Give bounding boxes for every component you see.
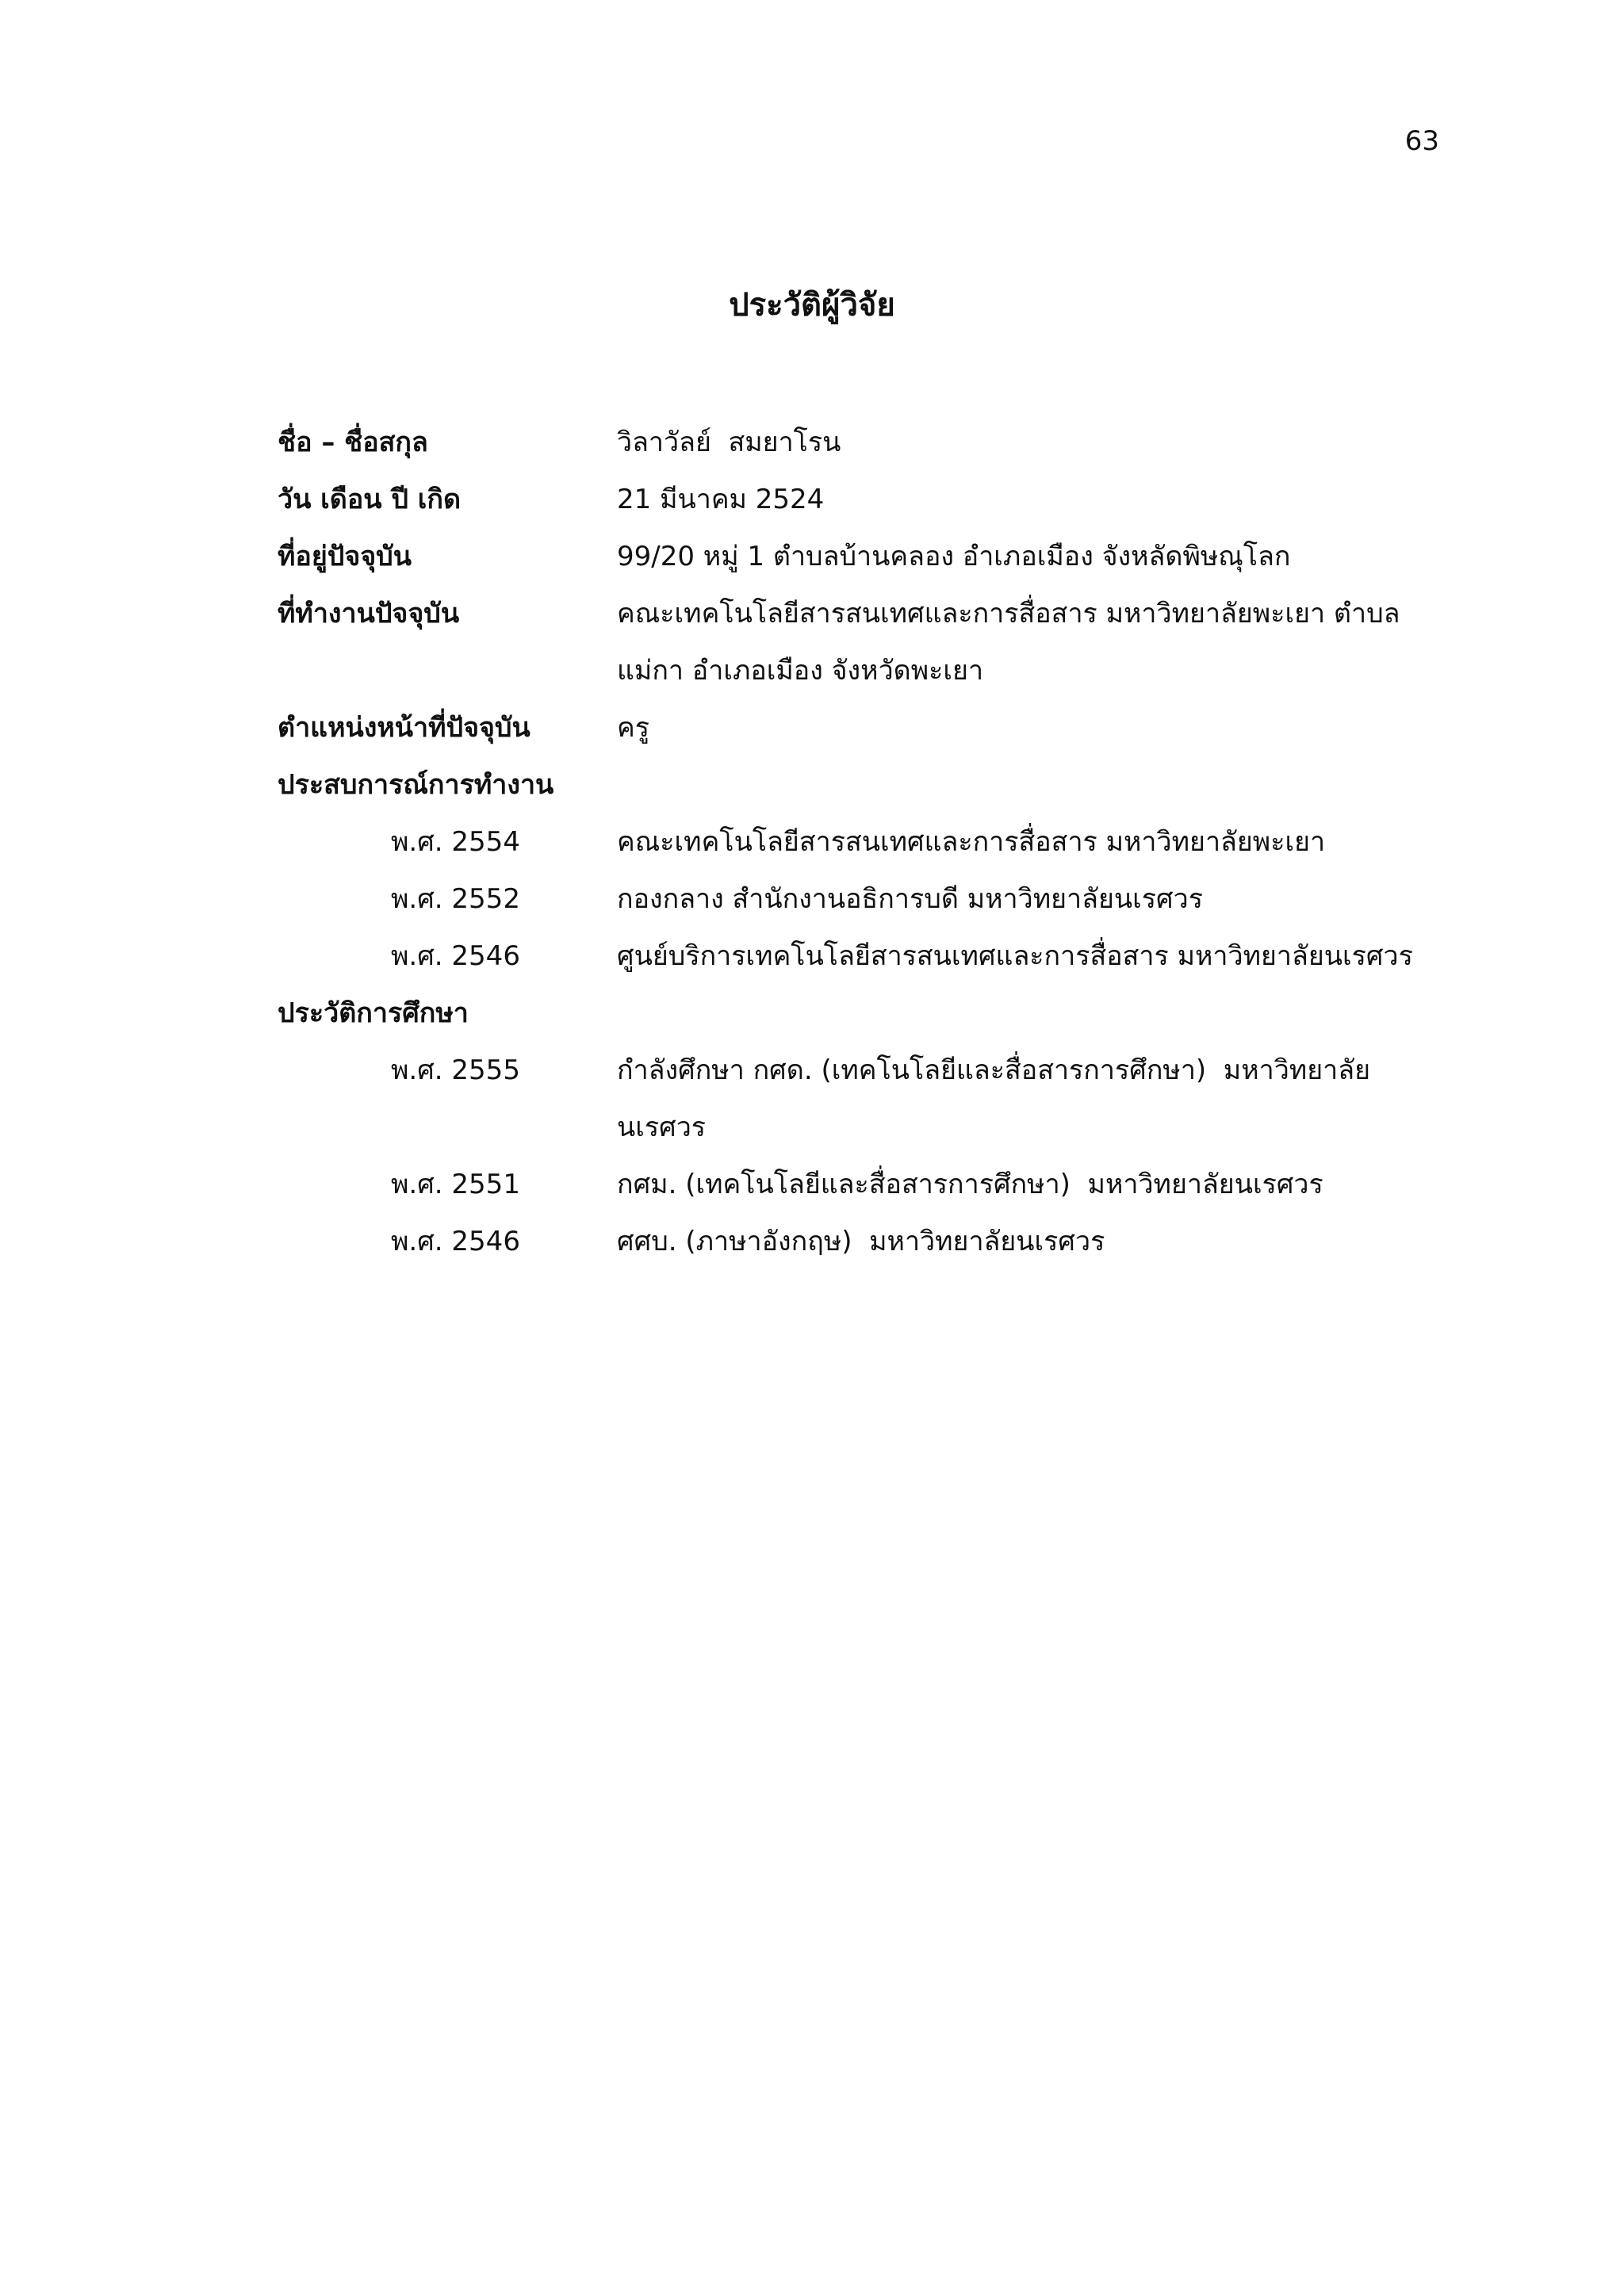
experience-text: ศูนย์บริการเทคโนโลยีสารสนเทศและการสื่อสาร มหาวิทยาลัยนเรศวร	[617, 940, 1413, 972]
position-value: ครู	[617, 712, 650, 744]
education-text: กำลังศึกษา กศด. (เทคโนโลยีและสื่อสารการศึกษา) มหาวิทยาลัย	[617, 1054, 1370, 1086]
address-label: ที่อยู่ปัจจุบัน	[278, 541, 412, 572]
workplace-value-line-2: แม่กา อำเภอเมือง จังหวัดพะเยา	[617, 655, 984, 687]
address-value: 99/20 หมู่ 1 ตำบลบ้านคลอง อำเภอเมือง จังหลัดพิษณุโลก	[617, 541, 1291, 572]
researcher-profile	[278, 414, 1435, 1270]
education-text: ศศบ. (ภาษาอังกฤษ) มหาวิทยาลัยนเรศวร	[617, 1226, 1105, 1257]
experience-text: คณะเทคโนโลยีสารสนเทศและการสื่อสาร มหาวิทยาลัยพะเยา	[617, 826, 1326, 858]
birth-date-row	[278, 471, 1435, 528]
education-year: พ.ศ. 2546	[391, 1226, 520, 1257]
education-item	[278, 1156, 1435, 1213]
education-year: พ.ศ. 2555	[391, 1054, 520, 1086]
experience-item	[278, 813, 1435, 871]
experience-year: พ.ศ. 2554	[391, 826, 520, 858]
workplace-label: ที่ทำงานปัจจุบัน	[278, 598, 460, 629]
experience-item	[278, 928, 1435, 985]
workplace-continuation-row	[278, 642, 1435, 699]
education-text: กศม. (เทคโนโลยีและสื่อสารการศึกษา) มหาวิทยาลัยนเรศวร	[617, 1169, 1323, 1200]
name-label: ชื่อ – ชื่อสกุล	[278, 427, 428, 458]
birth-date-label: วัน เดือน ปี เกิด	[278, 484, 462, 515]
name-value: วิลาวัลย์ สมยาโรน	[617, 427, 841, 458]
experience-text: กองกลาง สำนักงานอธิการบดี มหาวิทยาลัยนเรศวร	[617, 883, 1203, 915]
education-item-continuation	[278, 1099, 1435, 1156]
education-year: พ.ศ. 2551	[391, 1169, 520, 1200]
name-row	[278, 414, 1435, 471]
address-row	[278, 528, 1435, 585]
education-item	[278, 1042, 1435, 1099]
workplace-row	[278, 585, 1435, 642]
page-number: 63	[1404, 125, 1439, 157]
experience-item	[278, 871, 1435, 928]
experience-year: พ.ศ. 2546	[391, 940, 520, 972]
position-label: ตำแหน่งหน้าที่ปัจจุบัน	[278, 712, 530, 744]
experience-heading: ประสบการณ์การทำงาน	[278, 769, 554, 801]
education-text-continuation: นเรศวร	[617, 1112, 707, 1143]
position-row	[278, 699, 1435, 756]
birth-date-value: 21 มีนาคม 2524	[617, 484, 825, 515]
experience-year: พ.ศ. 2552	[391, 883, 520, 915]
workplace-value-line-1: คณะเทคโนโลยีสารสนเทศและการสื่อสาร มหาวิทยาลัยพะเยา ตำบล	[617, 598, 1400, 629]
education-item	[278, 1213, 1435, 1270]
education-heading: ประวัติการศึกษา	[278, 997, 469, 1029]
page-title: ประวัติผู้วิจัย	[729, 287, 895, 323]
